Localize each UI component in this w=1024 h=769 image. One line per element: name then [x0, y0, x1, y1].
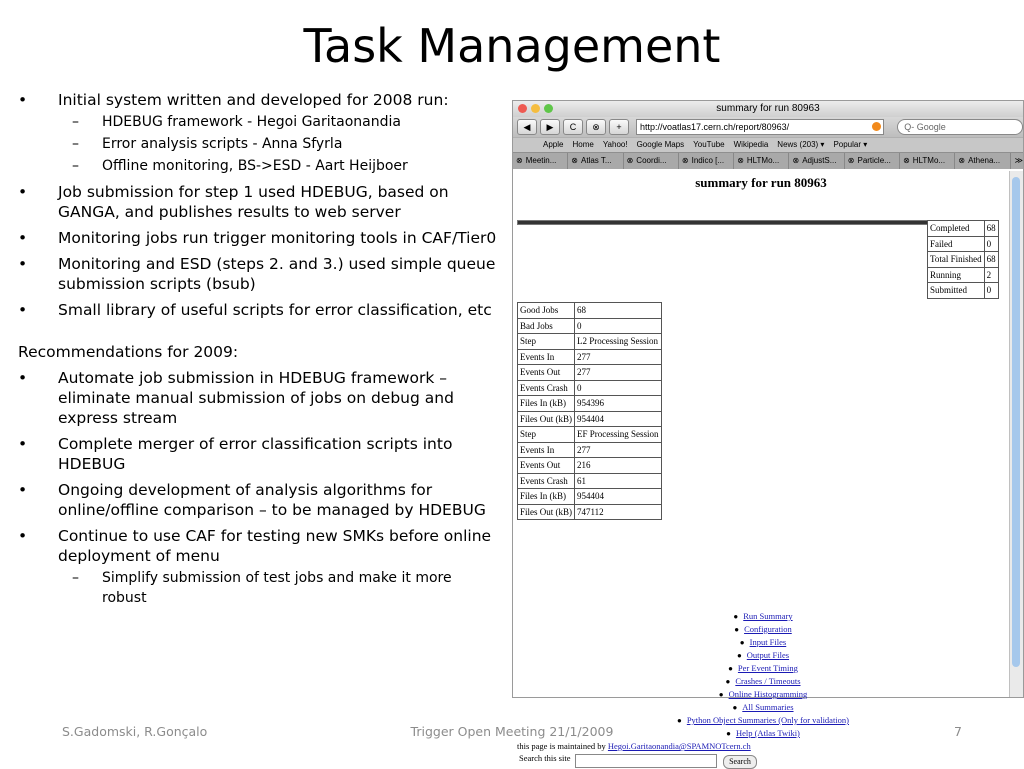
bullet-item	[18, 434, 500, 474]
bullet-icon: •	[18, 435, 28, 453]
dash-icon: –	[72, 136, 79, 152]
table-value-cell: 68	[984, 252, 998, 268]
summary-link[interactable]: All Summaries	[742, 702, 794, 712]
bullet-text: Job submission for step 1 used HDEBUG, based on GANGA, and publishes results to web server	[58, 183, 449, 221]
summary-link[interactable]: Python Object Summaries (Only for validation)	[686, 715, 850, 725]
browser-tab[interactable]	[513, 153, 568, 169]
bullet-icon: •	[18, 369, 28, 387]
search-site-label: Search this site	[519, 753, 571, 763]
table-row	[518, 303, 662, 319]
bullet-icon: •	[18, 481, 28, 499]
dash-icon: –	[72, 570, 79, 586]
table-row	[928, 252, 999, 268]
close-tab-icon[interactable]: ⊗	[681, 156, 689, 165]
tab-bar	[513, 152, 1023, 169]
bullet-text: Complete merger of error classification scripts into HDEBUG	[58, 435, 453, 473]
browser-tab[interactable]	[845, 153, 900, 169]
bullet-icon: •	[18, 91, 28, 109]
sub-bullet-item	[18, 112, 500, 132]
maintainer-line	[517, 741, 751, 751]
table-label-cell: Events In	[518, 349, 575, 365]
maintainer-link[interactable]: Hegoi.Garitaonandia@SPAMNOTcern.ch	[607, 741, 751, 751]
window-title: summary for run 80963	[716, 103, 820, 114]
browser-tab[interactable]	[568, 153, 623, 169]
stop-button[interactable]: ⊗	[586, 119, 606, 135]
summary-link-item	[663, 636, 863, 649]
bullet-icon: •	[18, 183, 28, 201]
site-search-button[interactable]: Search	[723, 755, 757, 769]
table-row	[928, 221, 999, 237]
site-search-input[interactable]	[575, 754, 717, 768]
bullet-icon: •	[18, 301, 28, 319]
summary-link-item	[663, 623, 863, 636]
browser-tab[interactable]	[734, 153, 789, 169]
table-value-cell: 0	[984, 283, 998, 299]
dash-icon: –	[72, 158, 79, 174]
footer-meeting: Trigger Open Meeting 21/1/2009	[410, 724, 614, 739]
bookmark-item[interactable]: YouTube	[693, 140, 725, 149]
bullet-dot-icon: ●	[736, 651, 742, 660]
bullet-text: Monitoring jobs run trigger monitoring tools in CAF/Tier0	[58, 229, 497, 247]
dash-icon: –	[72, 114, 79, 130]
bullet-icon: •	[18, 527, 28, 545]
table-label-cell: Completed	[928, 221, 985, 237]
table-label-cell: Failed	[928, 236, 985, 252]
table-row	[518, 334, 662, 350]
bullet-dot-icon: ●	[733, 612, 739, 621]
browser-tab[interactable]	[679, 153, 734, 169]
maintainer-prefix: this page is maintained by	[517, 741, 608, 751]
bookmark-item[interactable]: News (203) ▾	[777, 140, 825, 149]
table-row	[928, 283, 999, 299]
bullet-text: Ongoing development of analysis algorithms for online/offline comparison – to be managed by HDEBUG	[58, 481, 486, 519]
bullet-item	[18, 228, 500, 248]
bookmark-item[interactable]: Home	[572, 140, 594, 149]
table-label-cell: Events Out	[518, 365, 575, 381]
browser-tab[interactable]	[955, 153, 1010, 169]
tab-label: Meetin...	[525, 156, 557, 165]
close-tab-icon[interactable]: ⊗	[958, 156, 966, 165]
summary-link[interactable]: Configuration	[744, 624, 792, 634]
table-value-cell: 0	[575, 318, 662, 334]
bullet-dot-icon: ●	[734, 625, 740, 634]
reload-button[interactable]: C	[563, 119, 583, 135]
table-row	[928, 236, 999, 252]
table-row	[518, 349, 662, 365]
table-label-cell: Files Out (kB)	[518, 504, 575, 520]
bullet-item	[18, 480, 500, 520]
table-row	[928, 267, 999, 283]
tab-label: HLTMo...	[746, 156, 780, 165]
summary-link[interactable]: Online Histogramming	[728, 689, 808, 699]
table-value-cell: L2 Processing Session	[575, 334, 662, 350]
close-tab-icon[interactable]: ⊗	[792, 156, 800, 165]
add-bookmark-button[interactable]: +	[609, 119, 629, 135]
table-value-cell: 61	[575, 473, 662, 489]
table-row	[518, 427, 662, 443]
tab-label: Athena...	[968, 156, 1001, 165]
close-tab-icon[interactable]: ⊗	[571, 156, 578, 165]
minimize-window-button[interactable]	[531, 104, 540, 113]
bookmark-item[interactable]: Popular ▾	[833, 140, 868, 149]
bullet-item	[18, 90, 500, 110]
sub-bullet-text: Offline monitoring, BS->ESD - Aart Heijboer	[102, 158, 408, 174]
bullet-item	[18, 368, 500, 428]
table-value-cell: 68	[575, 303, 662, 319]
browser-tab[interactable]	[789, 153, 844, 169]
bullet-dot-icon: ●	[718, 690, 724, 699]
browser-tab[interactable]	[900, 153, 955, 169]
table-row	[518, 411, 662, 427]
close-tab-icon[interactable]: ⊗	[847, 156, 855, 165]
summary-link[interactable]: Input Files	[749, 637, 787, 647]
table-row	[518, 365, 662, 381]
table-row	[518, 396, 662, 412]
bookmarks-bar	[513, 137, 1023, 152]
bookmark-item[interactable]: Wikipedia	[733, 140, 769, 149]
zoom-window-button[interactable]	[544, 104, 553, 113]
table-label-cell: Files Out (kB)	[518, 411, 575, 427]
bookmark-item[interactable]: Yahoo!	[602, 140, 628, 149]
bullet-item	[18, 182, 500, 222]
browser-tab[interactable]	[624, 153, 679, 169]
summary-links	[663, 610, 863, 740]
jobs-table	[517, 302, 662, 520]
table-value-cell: 747112	[575, 504, 662, 520]
table-row	[518, 318, 662, 334]
table-value-cell: 954404	[575, 489, 662, 505]
bullet-text: Continue to use CAF for testing new SMKs before online deployment of menu	[58, 527, 492, 565]
table-label-cell: Events In	[518, 442, 575, 458]
table-label-cell: Files In (kB)	[518, 489, 575, 505]
status-table	[927, 220, 999, 299]
sub-bullet-text: Simplify submission of test jobs and make it more robust	[102, 570, 452, 606]
bookmark-item[interactable]: Apple	[543, 140, 564, 149]
table-label-cell: Files In (kB)	[518, 396, 575, 412]
bullet-dot-icon: ●	[725, 677, 731, 686]
footer-authors: S.Gadomski, R.Gonçalo	[62, 724, 208, 739]
close-tab-icon[interactable]: ⊗	[903, 156, 910, 165]
address-text: http://voatlas17.cern.ch/report/80963/	[640, 122, 790, 132]
bookmark-item[interactable]: Google Maps	[636, 140, 685, 149]
bullet-icon: •	[18, 255, 28, 273]
bullet-item	[18, 300, 500, 320]
close-tab-icon[interactable]: ⊗	[516, 156, 523, 165]
tab-label: AdjustS...	[802, 156, 837, 165]
tab-label: Atlas T...	[581, 156, 612, 165]
summary-link-item	[663, 675, 863, 688]
page-heading: summary for run 80963	[695, 175, 827, 190]
tab-label: Particle...	[857, 156, 891, 165]
sub-bullet-item	[18, 134, 500, 154]
table-label-cell: Good Jobs	[518, 303, 575, 319]
forward-button[interactable]: ▶	[540, 119, 560, 135]
browser-titlebar	[513, 101, 1023, 117]
search-input[interactable]: Q- Google	[897, 119, 1023, 135]
summary-link-item	[663, 662, 863, 675]
summary-link-item	[663, 649, 863, 662]
table-row	[518, 442, 662, 458]
web-page	[513, 171, 1009, 766]
table-label-cell: Step	[518, 427, 575, 443]
sub-bullet-text: HDEBUG framework - Hegoi Garitaonandia	[102, 114, 401, 130]
table-label-cell: Bad Jobs	[518, 318, 575, 334]
bullet-text: Small library of useful scripts for error classification, etc	[58, 301, 492, 319]
tab-label: Coordi...	[636, 156, 667, 165]
table-value-cell: 216	[575, 458, 662, 474]
summary-link-item	[663, 688, 863, 701]
table-value-cell: 277	[575, 349, 662, 365]
table-value-cell: 277	[575, 365, 662, 381]
table-row	[518, 458, 662, 474]
bullet-dot-icon: ●	[726, 729, 731, 738]
progress-bar	[517, 220, 929, 225]
summary-link[interactable]: Crashes / Timeouts	[735, 676, 801, 686]
sub-bullet-item	[18, 568, 500, 608]
sub-bullet-text: Error analysis scripts - Anna Sfyrla	[102, 136, 343, 152]
table-row	[518, 473, 662, 489]
close-tab-icon[interactable]: ⊗	[626, 156, 634, 165]
table-value-cell: EF Processing Session	[575, 427, 662, 443]
bullet-text: Monitoring and ESD (steps 2. and 3.) used simple queue submission scripts (bsub)	[58, 255, 496, 293]
close-window-button[interactable]	[518, 104, 527, 113]
table-row	[518, 489, 662, 505]
table-label-cell: Events Out	[518, 458, 575, 474]
bullet-dot-icon: ●	[676, 716, 682, 725]
summary-link[interactable]: Per Event Timing	[737, 663, 798, 673]
table-label-cell: Submitted	[928, 283, 985, 299]
table-value-cell: 277	[575, 442, 662, 458]
bullet-list	[18, 90, 500, 320]
table-label-cell: Running	[928, 267, 985, 283]
summary-link[interactable]: Output Files	[746, 650, 790, 660]
bullet-icon: •	[18, 229, 28, 247]
table-label-cell: Events Crash	[518, 473, 575, 489]
recommendations-list	[18, 368, 500, 608]
table-value-cell: 2	[984, 267, 998, 283]
table-value-cell: 68	[984, 221, 998, 237]
table-label-cell: Events Crash	[518, 380, 575, 396]
table-value-cell: 0	[575, 380, 662, 396]
slide-content	[18, 84, 500, 608]
table-row	[518, 504, 662, 520]
bullet-text: Initial system written and developed for 2008 run:	[58, 91, 449, 109]
page-scrollbar[interactable]	[1009, 171, 1023, 697]
table-value-cell: 954404	[575, 411, 662, 427]
rss-icon[interactable]	[872, 122, 881, 131]
more-tabs-icon[interactable]: ≫	[1014, 156, 1024, 165]
summary-link[interactable]: Run Summary	[743, 611, 793, 621]
table-value-cell: 954396	[575, 396, 662, 412]
bullet-text: Automate job submission in HDEBUG framework – eliminate manual submission of jobs on debug and express stream	[58, 369, 454, 427]
recommendations-heading: Recommendations for 2009:	[18, 343, 239, 361]
back-button[interactable]: ◀	[517, 119, 537, 135]
bullet-dot-icon: ●	[728, 664, 733, 673]
tab-label: Indico [...	[691, 156, 725, 165]
summary-link-item	[663, 610, 863, 623]
bullet-dot-icon: ●	[739, 638, 745, 647]
sub-bullet-item	[18, 156, 500, 176]
scrollbar-thumb[interactable]	[1012, 177, 1020, 667]
summary-link-item	[663, 701, 863, 714]
slide-title: Task Management	[303, 19, 721, 73]
tab-label: HLTMo...	[912, 156, 946, 165]
footer-page-number: 7	[954, 724, 962, 739]
close-tab-icon[interactable]: ⊗	[737, 156, 744, 165]
bullet-dot-icon: ●	[732, 703, 738, 712]
table-label-cell: Step	[518, 334, 575, 350]
address-bar[interactable]	[636, 119, 884, 135]
summary-link[interactable]: Help (Atlas Twiki)	[735, 728, 800, 738]
bullet-item	[18, 526, 500, 566]
table-row	[518, 380, 662, 396]
table-label-cell: Total Finished	[928, 252, 985, 268]
browser-toolbar	[513, 117, 1023, 137]
bullet-item	[18, 254, 500, 294]
table-value-cell: 0	[984, 236, 998, 252]
